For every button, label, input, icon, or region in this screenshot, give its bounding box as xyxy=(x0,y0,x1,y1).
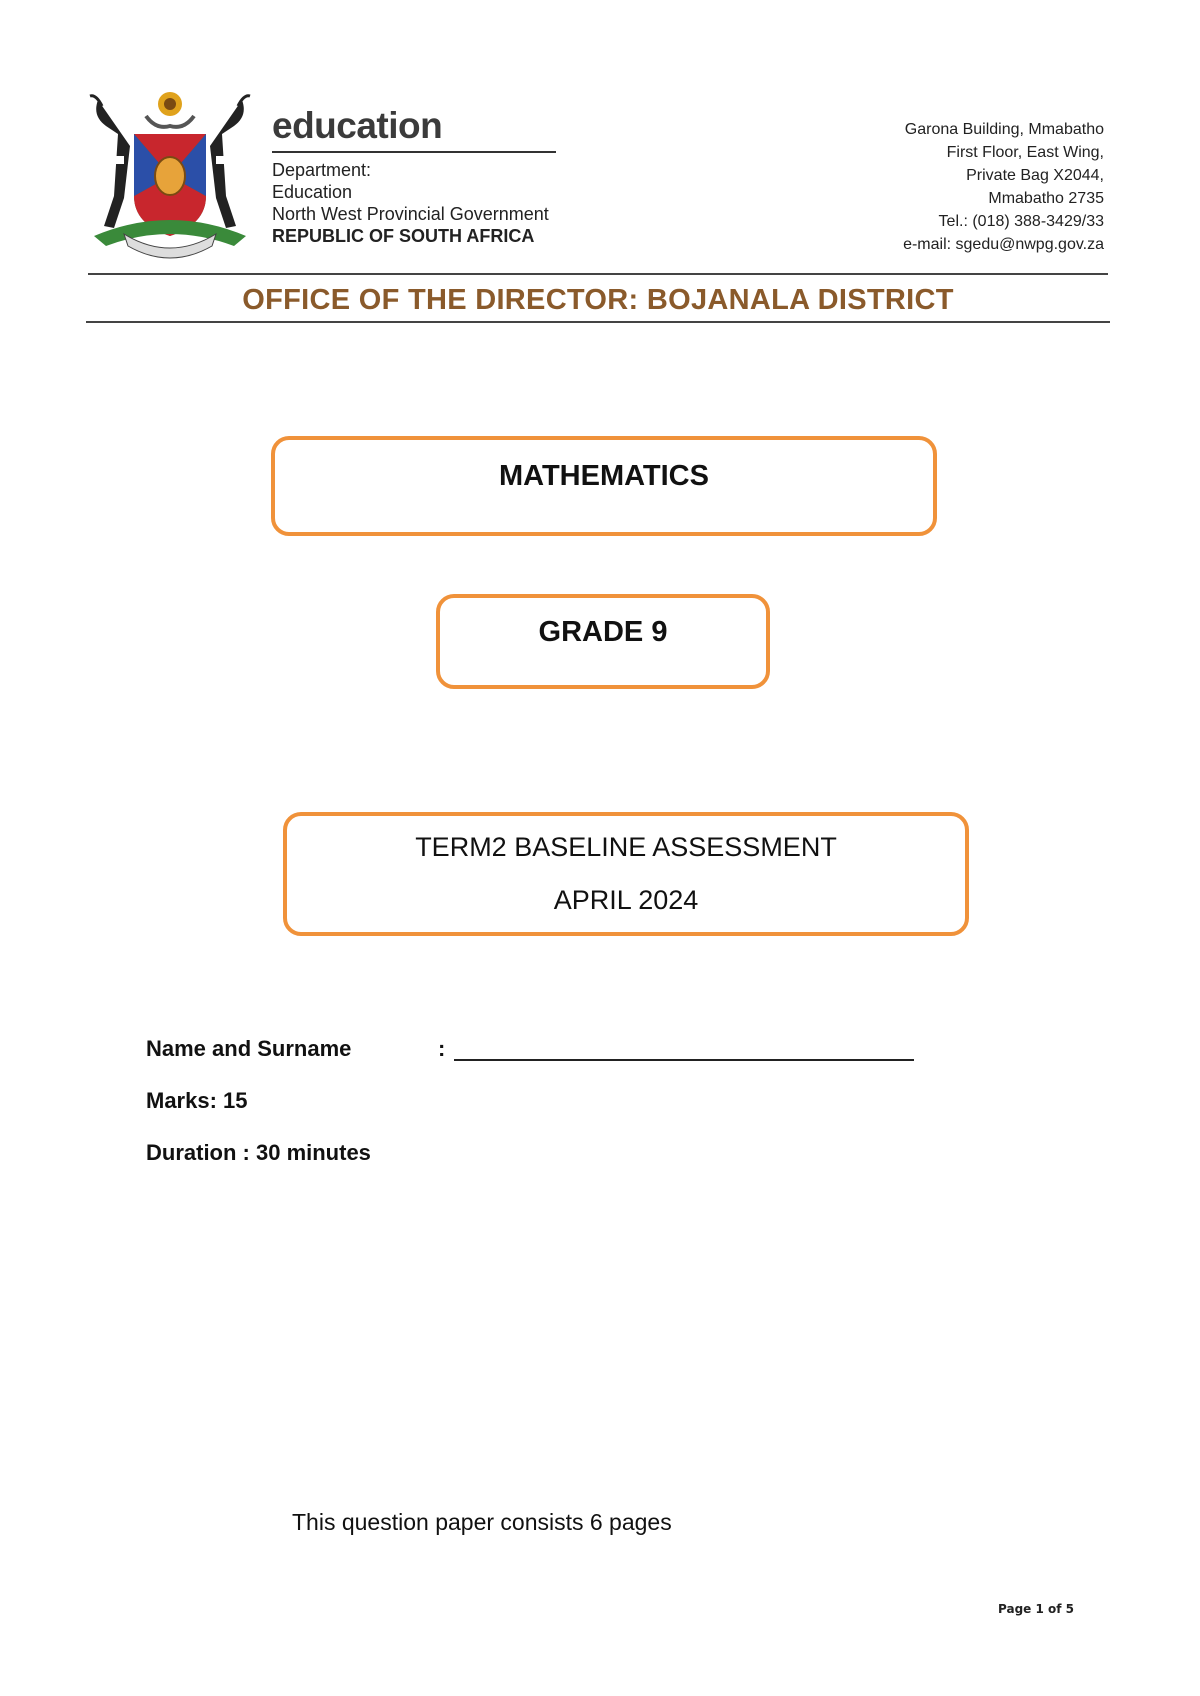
address-line-4: Mmabatho 2735 xyxy=(988,190,1104,207)
department-line-3: North West Provincial Government xyxy=(272,204,549,224)
right-antelope-icon xyxy=(210,96,250,228)
assessment-title: TERM2 BASELINE ASSESSMENT xyxy=(415,832,837,862)
address-block xyxy=(903,118,1104,256)
office-title: OFFICE OF THE DIRECTOR: BOJANALA DISTRICT xyxy=(242,284,954,316)
grade-title: GRADE 9 xyxy=(538,616,668,648)
coat-of-arms-logo xyxy=(84,86,256,262)
marks-label: Marks: 15 xyxy=(146,1088,248,1113)
name-colon: : xyxy=(438,1036,446,1061)
assessment-date: APRIL 2024 xyxy=(553,885,699,915)
header-rule-bottom xyxy=(86,321,1110,323)
grade-box xyxy=(436,594,770,689)
subject-box xyxy=(271,436,937,536)
header-rule-top xyxy=(88,273,1108,275)
address-line-1: Garona Building, Mmabatho xyxy=(904,121,1104,138)
pages-note: This question paper consists 6 pages xyxy=(292,1509,672,1535)
page-number: Page 1 of 5 xyxy=(998,1602,1074,1616)
telephone: Tel.: (018) 388-3429/33 xyxy=(938,213,1104,230)
address-line-3: Private Bag X2044, xyxy=(966,167,1104,184)
brand-divider xyxy=(272,151,556,153)
department-block xyxy=(272,159,549,247)
department-line-1: Department: xyxy=(272,160,372,180)
name-surname-label: Name and Surname xyxy=(146,1036,352,1061)
name-surname-field[interactable] xyxy=(454,1059,914,1061)
department-line-2: Education xyxy=(272,182,353,202)
address-line-2: First Floor, East Wing, xyxy=(946,144,1104,161)
email: e-mail: sgedu@nwpg.gov.za xyxy=(903,236,1104,253)
assessment-box xyxy=(283,812,969,936)
brand-name: education xyxy=(272,105,443,146)
subject-title: MATHEMATICS xyxy=(499,460,709,492)
sun-crest-icon xyxy=(158,92,182,116)
left-antelope-icon xyxy=(90,96,130,228)
duration-label: Duration : 30 minutes xyxy=(146,1140,371,1165)
department-line-4: REPUBLIC OF SOUTH AFRICA xyxy=(272,226,535,246)
